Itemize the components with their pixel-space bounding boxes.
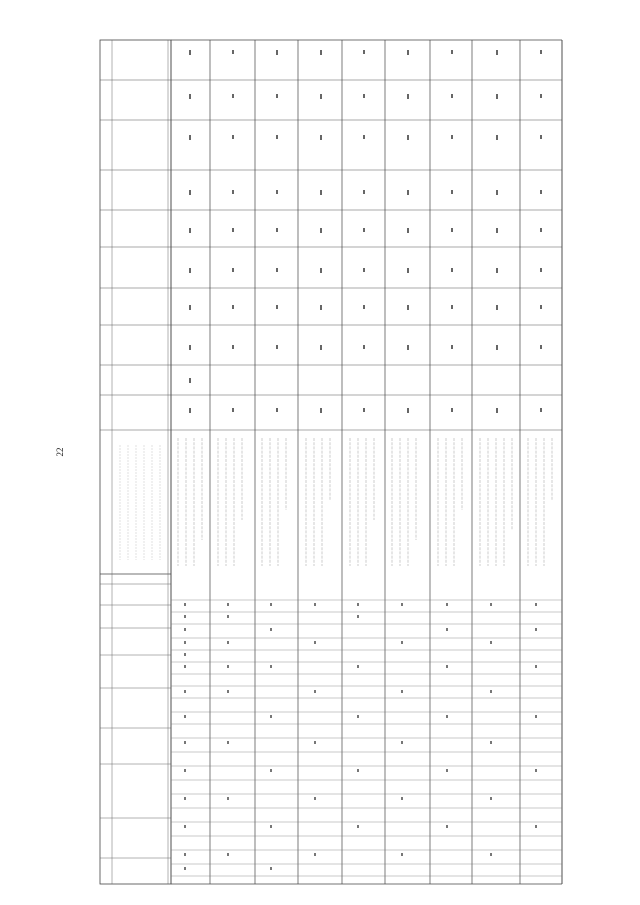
cell-marks: [189, 50, 542, 413]
row-text-blocks: [178, 438, 552, 566]
page-number: 22: [55, 447, 65, 457]
header-columns: [100, 80, 562, 430]
table-frame: [100, 40, 562, 884]
row-lines: [171, 40, 562, 884]
code-column-grid: [171, 600, 562, 876]
code-column-marks: [184, 603, 537, 870]
left-block-lines: [100, 40, 171, 884]
header-text-block: [104, 440, 160, 570]
